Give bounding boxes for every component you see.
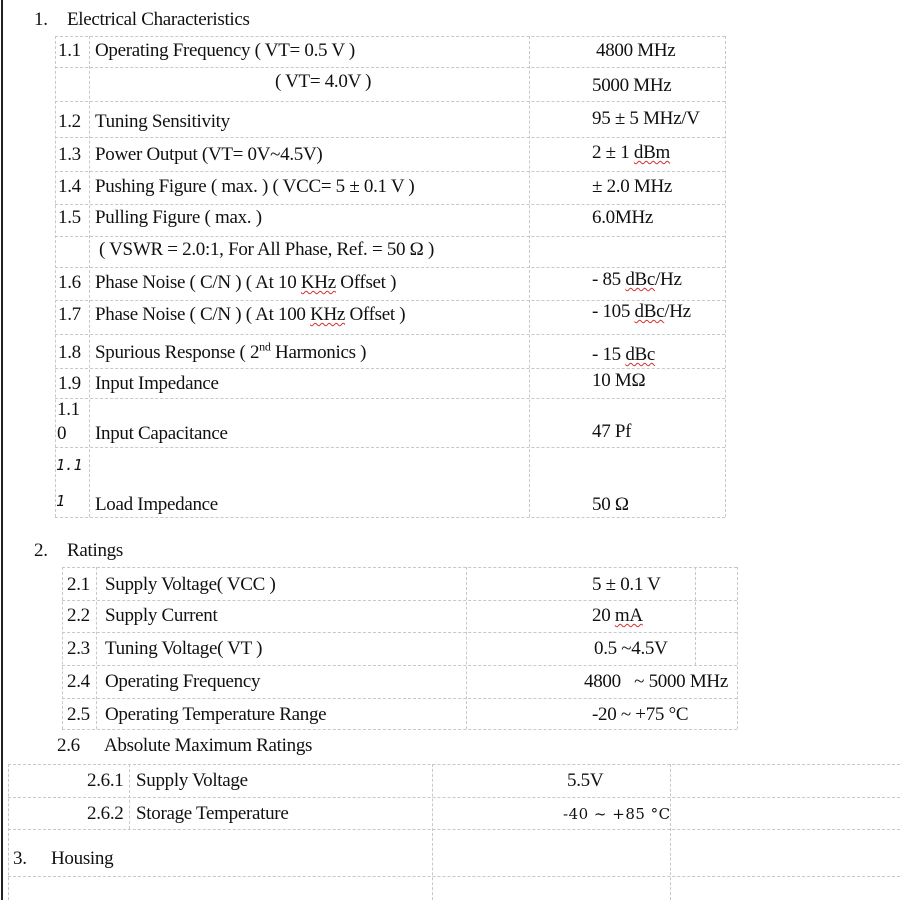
section-3-heading <box>13 848 114 870</box>
value: 5000 MHz <box>592 75 672 96</box>
row-number: 2.5 <box>67 704 90 725</box>
parameter: ( VSWR = 2.0:1, For All Phase, Ref. = 50 Ω ) <box>99 239 434 260</box>
value: - 85 dBc/Hz <box>592 269 682 290</box>
row-number: 1.7 <box>58 304 81 325</box>
parameter: Supply Current <box>105 605 218 626</box>
section-2-6-heading <box>57 735 313 757</box>
section-2-title: Ratings <box>67 540 123 561</box>
parameter: Supply Voltage <box>136 770 248 791</box>
value: 10 MΩ <box>592 370 646 391</box>
value: 5.5V <box>567 770 604 791</box>
row-number: 2.1 <box>67 574 90 595</box>
value: 6.0MHz <box>592 207 653 228</box>
section-3-title: Housing <box>51 848 114 869</box>
parameter: ( VT= 4.0V ) <box>275 71 372 92</box>
row-number: 2.2 <box>67 605 90 626</box>
value: 50 Ω <box>592 494 629 515</box>
row-number: 1.1 <box>56 456 83 474</box>
parameter: Input Impedance <box>95 373 219 394</box>
value: 5 ± 0.1 V <box>592 574 661 595</box>
parameter: Phase Noise ( C/N ) ( At 100 KHz Offset ) <box>95 304 406 325</box>
value: -20 ~ +75 °C <box>592 704 689 725</box>
row-number: 1.9 <box>58 373 81 394</box>
parameter: Storage Temperature <box>136 803 289 824</box>
row-number-wrap: 1 <box>56 492 65 510</box>
section-2-heading <box>34 540 123 562</box>
parameter: Phase Noise ( C/N ) ( At 10 KHz Offset ) <box>95 272 397 293</box>
section-1-number: 1. <box>34 9 48 30</box>
parameter: Supply Voltage( VCC ) <box>105 574 276 595</box>
row-number: 2.3 <box>67 638 90 659</box>
value: - 15 dBc <box>592 344 656 365</box>
parameter: Pulling Figure ( max. ) <box>95 207 262 228</box>
row-number: 1.6 <box>58 272 81 293</box>
parameter: Tuning Voltage( VT ) <box>105 638 263 659</box>
section-1-title: Electrical Characteristics <box>67 9 250 30</box>
value: 4800 MHz <box>596 40 676 61</box>
section-1-heading <box>34 9 250 31</box>
parameter: Spurious Response ( 2nd Harmonics ) <box>95 339 367 363</box>
row-number: 1.1 <box>58 40 81 61</box>
parameter: Operating Temperature Range <box>105 704 327 725</box>
value: 95 ± 5 MHz/V <box>592 108 700 129</box>
row-number: 1.4 <box>58 176 81 197</box>
value: -40 ~ +85 °C <box>563 805 671 823</box>
value: 47 Pf <box>592 421 632 442</box>
parameter: Input Capacitance <box>95 423 228 444</box>
row-number: 1.1 <box>57 399 80 420</box>
value: 4800 ~ 5000 MHz <box>584 671 728 692</box>
value: ± 2.0 MHz <box>592 176 673 197</box>
parameter: Tuning Sensitivity <box>95 111 230 132</box>
section-2-6-number: 2.6 <box>57 735 80 756</box>
section-2-6-title: Absolute Maximum Ratings <box>104 735 313 756</box>
row-number: 2.6.2 <box>87 803 124 824</box>
value: 0.5 ~4.5V <box>594 638 668 659</box>
parameter: Operating Frequency ( VT= 0.5 V ) <box>95 40 355 61</box>
section-2-number: 2. <box>34 540 48 561</box>
row-number: 2.4 <box>67 671 90 692</box>
parameter: Operating Frequency <box>105 671 261 692</box>
row-number: 2.6.1 <box>87 770 124 791</box>
parameter: Load Impedance <box>95 494 218 515</box>
row-number-wrap: 0 <box>57 423 67 444</box>
parameter: Pushing Figure ( max. ) ( VCC= 5 ± 0.1 V ) <box>95 176 415 197</box>
value: - 105 dBc/Hz <box>592 301 691 322</box>
row-number: 1.5 <box>58 207 81 228</box>
row-number: 1.3 <box>58 144 81 165</box>
parameter: Power Output (VT= 0V~4.5V) <box>95 144 323 165</box>
value: 20 mA <box>592 605 643 626</box>
value: 2 ± 1 dBm <box>592 142 670 163</box>
page-left-border <box>1 0 3 900</box>
row-number: 1.2 <box>58 111 81 132</box>
section-3-number: 3. <box>13 848 27 869</box>
row-number: 1.8 <box>58 342 81 363</box>
